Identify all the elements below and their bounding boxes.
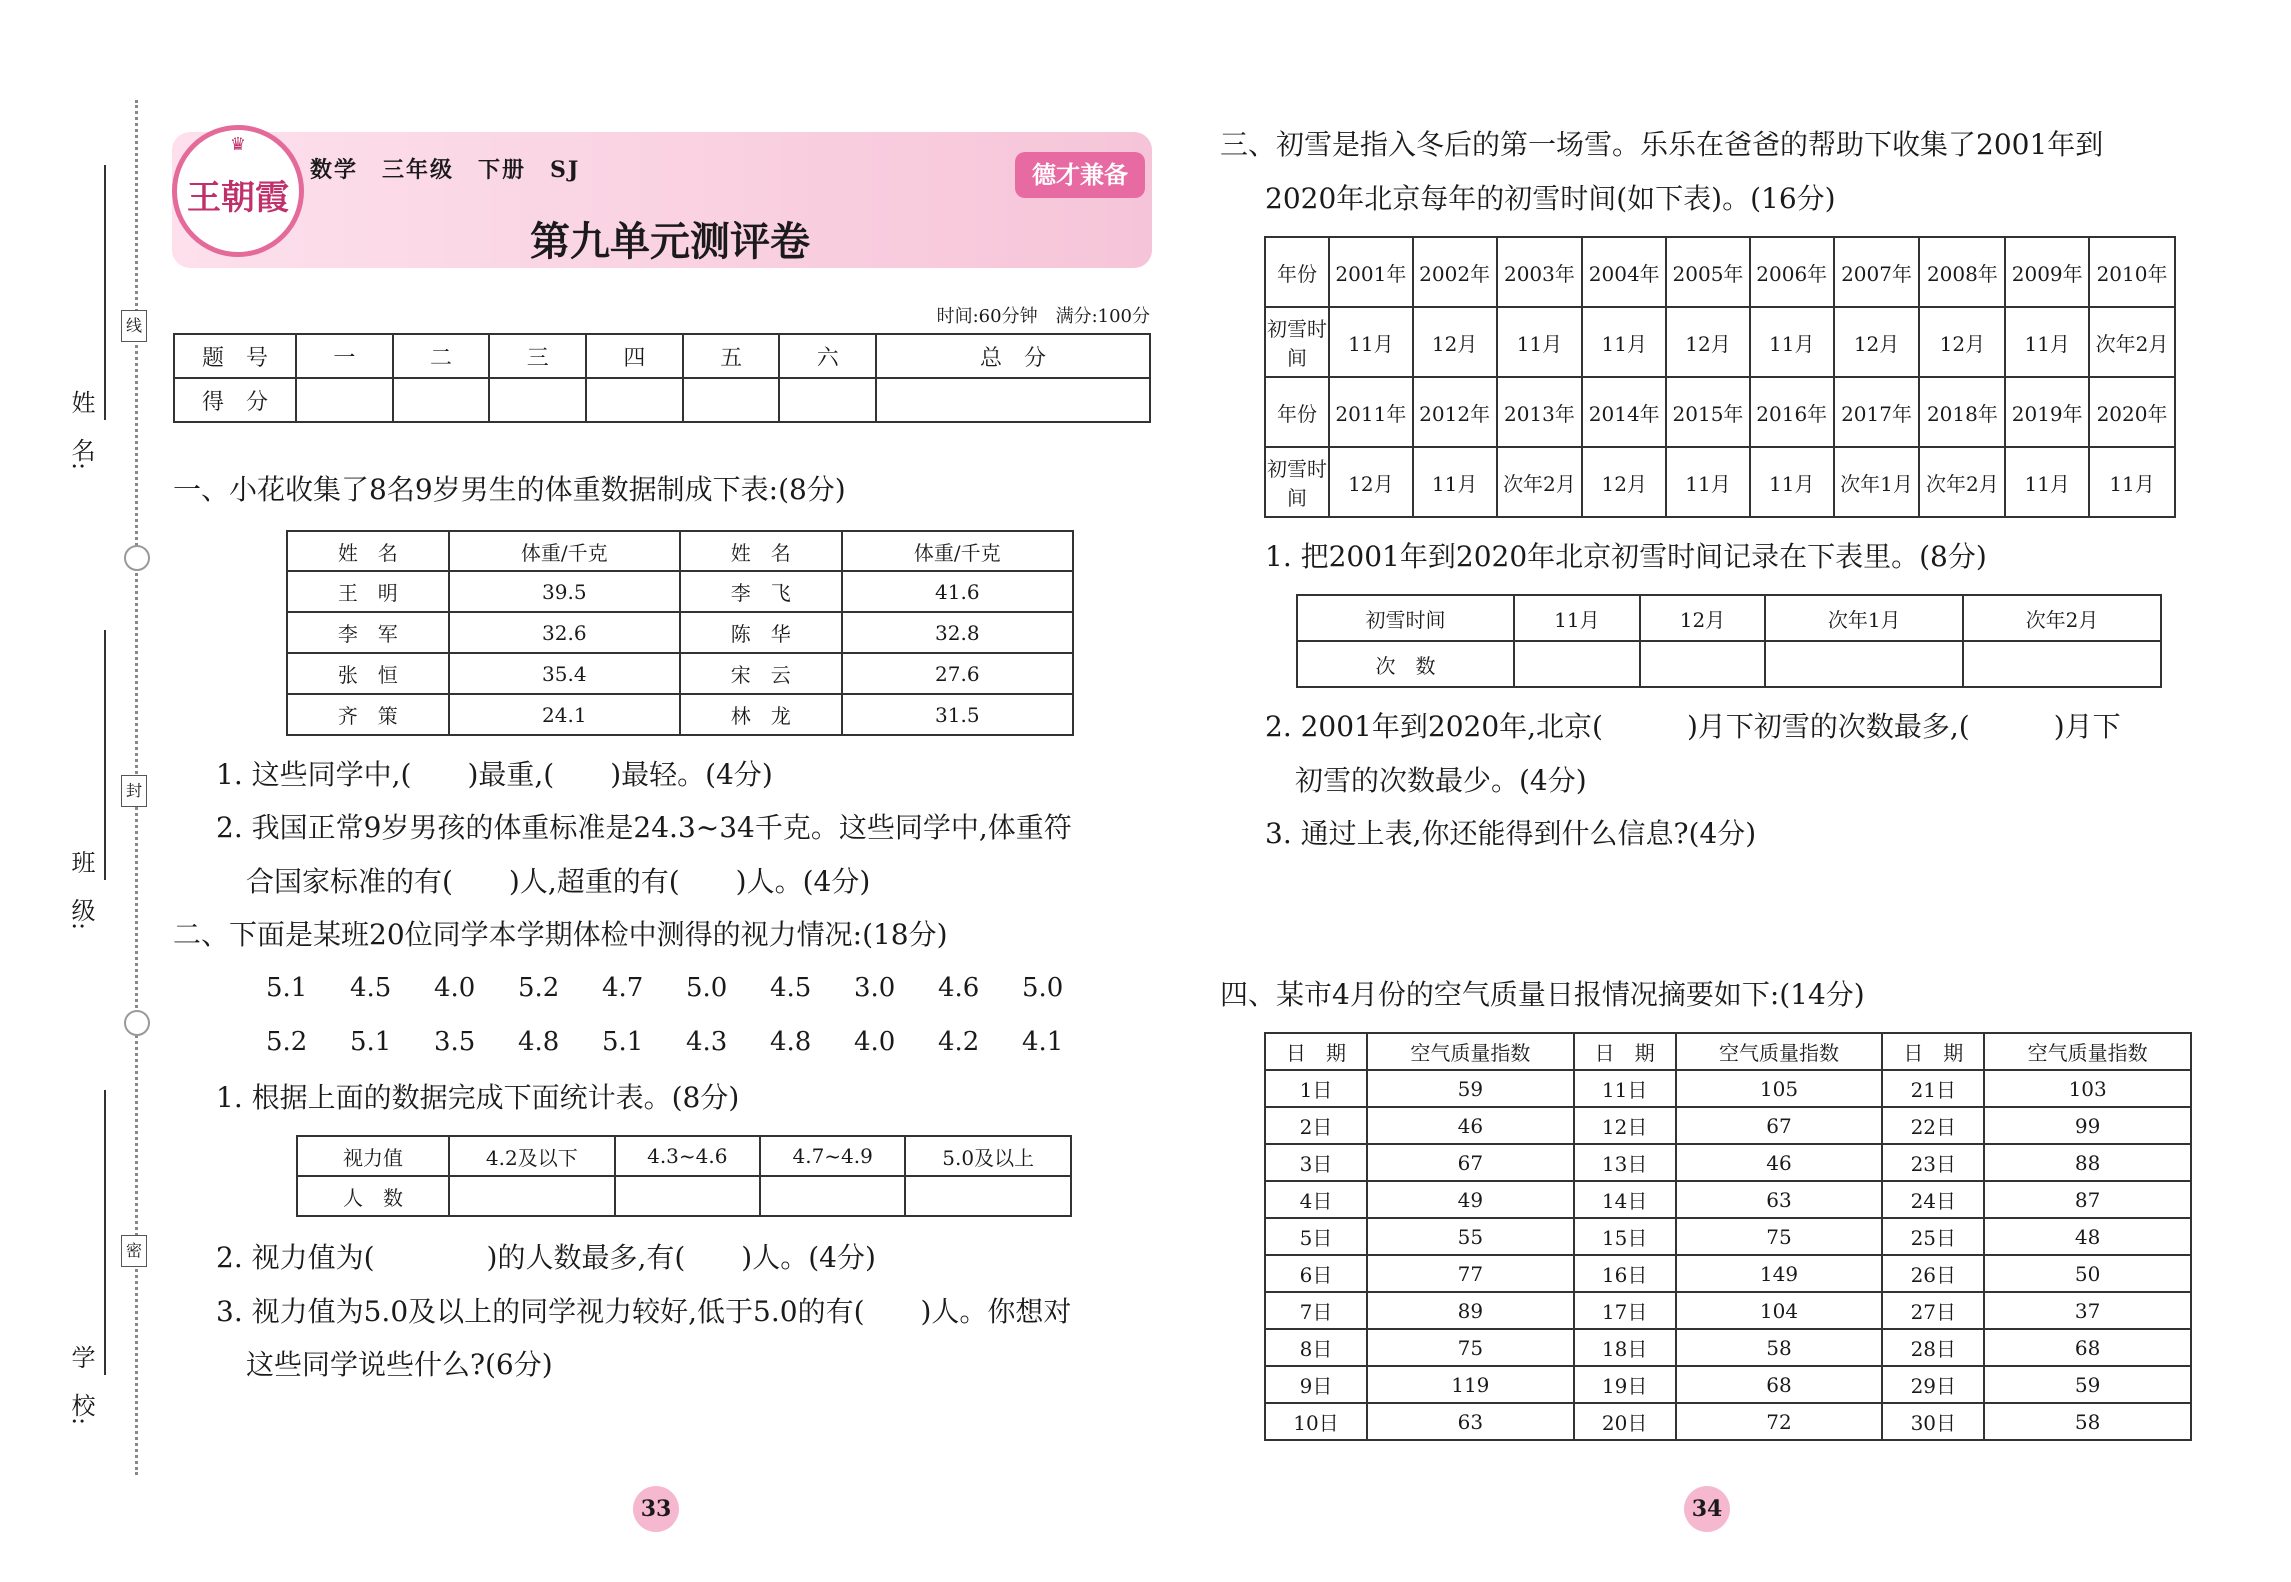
q3-time: 12月 — [1329, 447, 1413, 517]
q1-cell: 32.6 — [449, 612, 680, 653]
q3-answer-cell[interactable] — [1765, 641, 1963, 687]
q3-year: 2016年 — [1750, 377, 1834, 447]
school-underline — [104, 1090, 106, 1375]
q3-time: 12月 — [1413, 307, 1497, 377]
q4-cell: 67 — [1676, 1107, 1883, 1144]
q1-sub2-line2: 合国家标准的有( )人,超重的有( )人。(4分) — [246, 865, 871, 898]
q4-header: 日 期 — [1574, 1033, 1676, 1070]
school-label: 学 校: — [67, 1345, 95, 1426]
score-header-cell: 五 — [683, 334, 780, 378]
q2-header: 4.3~4.6 — [615, 1136, 760, 1176]
q4-cell: 16日 — [1574, 1255, 1676, 1292]
vision-value: 5.2 — [266, 1027, 308, 1057]
q2-header: 5.0及以上 — [905, 1136, 1071, 1176]
q3-year: 2014年 — [1582, 377, 1666, 447]
name-label: 姓 名: — [67, 390, 95, 471]
q3-time: 11月 — [1750, 447, 1834, 517]
q3-year: 2019年 — [2005, 377, 2089, 447]
q4-cell: 10日 — [1265, 1403, 1367, 1440]
q4-cell: 13日 — [1574, 1144, 1676, 1181]
q4-cell: 17日 — [1574, 1292, 1676, 1329]
q2-header: 4.7~4.9 — [760, 1136, 905, 1176]
q3-sub2-line2: 初雪的次数最少。(4分) — [1295, 764, 1587, 797]
score-cell[interactable] — [779, 378, 876, 422]
binding-hole-icon — [124, 1010, 150, 1036]
vision-value: 4.5 — [350, 973, 392, 1003]
q1-cell: 宋 云 — [680, 653, 842, 694]
q2-sub3-line2: 这些同学说些什么?(6分) — [246, 1348, 553, 1381]
q4-cell: 24日 — [1882, 1181, 1984, 1218]
q3-year: 2003年 — [1497, 237, 1583, 307]
vision-value: 4.8 — [518, 1027, 560, 1057]
q4-cell: 48 — [1984, 1218, 2191, 1255]
q1-cell: 31.5 — [842, 694, 1073, 735]
q3-time: 11月 — [1750, 307, 1834, 377]
q4-cell: 29日 — [1882, 1366, 1984, 1403]
q4-cell: 19日 — [1574, 1366, 1676, 1403]
time-score-info: 时间:60分钟 满分:100分 — [936, 306, 1150, 327]
q4-cell: 15日 — [1574, 1218, 1676, 1255]
q3-time: 11月 — [1582, 307, 1666, 377]
q3-tally-label: 次 数 — [1297, 641, 1514, 687]
q4-cell: 27日 — [1882, 1292, 1984, 1329]
q3-time: 次年2月 — [2089, 307, 2175, 377]
score-header-cell: 题 号 — [174, 334, 296, 378]
q3-sub3: 3. 通过上表,你还能得到什么信息?(4分) — [1265, 817, 1757, 850]
q4-cell: 58 — [1984, 1403, 2191, 1440]
q1-cell: 李 军 — [287, 612, 449, 653]
score-cell[interactable] — [393, 378, 490, 422]
vision-value: 4.6 — [938, 973, 980, 1003]
q1-cell: 李 飞 — [680, 571, 842, 612]
q1-header: 体重/千克 — [449, 531, 680, 571]
q4-cell: 22日 — [1882, 1107, 1984, 1144]
q3-time: 次年1月 — [1834, 447, 1920, 517]
name-underline — [104, 165, 106, 420]
score-label-cell: 得 分 — [174, 378, 296, 422]
q3-tally-header: 初雪时间 — [1297, 595, 1514, 641]
q4-cell: 46 — [1676, 1144, 1883, 1181]
score-cell[interactable] — [683, 378, 780, 422]
q3-year-label: 年份 — [1265, 377, 1329, 447]
q3-year: 2005年 — [1666, 237, 1750, 307]
q4-cell: 9日 — [1265, 1366, 1367, 1403]
q4-cell: 75 — [1676, 1218, 1883, 1255]
vision-value: 5.1 — [602, 1027, 644, 1057]
vision-value: 5.1 — [350, 1027, 392, 1057]
q4-cell: 68 — [1984, 1329, 2191, 1366]
class-label: 班 级: — [67, 850, 95, 931]
q1-cell: 林 龙 — [680, 694, 842, 735]
q3-title-line2: 2020年北京每年的初雪时间(如下表)。(16分) — [1265, 182, 1836, 215]
q3-year: 2011年 — [1329, 377, 1413, 447]
q2-sub1: 1. 根据上面的数据完成下面统计表。(8分) — [216, 1081, 740, 1114]
q2-answer-cell[interactable] — [615, 1176, 760, 1216]
q3-answer-cell[interactable] — [1640, 641, 1766, 687]
q4-cell: 63 — [1367, 1403, 1574, 1440]
score-table — [173, 333, 1151, 423]
q3-time: 12月 — [1582, 447, 1666, 517]
crown-icon: ♛ — [229, 134, 247, 155]
binding-hole-icon — [124, 545, 150, 571]
q4-cell: 149 — [1676, 1255, 1883, 1292]
vision-value: 5.1 — [266, 973, 308, 1003]
vision-value: 4.2 — [938, 1027, 980, 1057]
q3-year: 2006年 — [1750, 237, 1834, 307]
q3-tally-header: 11月 — [1514, 595, 1640, 641]
vision-value: 5.2 — [518, 973, 560, 1003]
q1-cell: 王 明 — [287, 571, 449, 612]
q1-cell: 24.1 — [449, 694, 680, 735]
q2-answer-cell[interactable] — [905, 1176, 1071, 1216]
q2-header: 视力值 — [297, 1136, 449, 1176]
q4-cell: 68 — [1676, 1366, 1883, 1403]
vision-value: 5.0 — [1022, 973, 1064, 1003]
score-header-cell: 四 — [586, 334, 683, 378]
score-cell[interactable] — [489, 378, 586, 422]
vision-value: 3.5 — [434, 1027, 476, 1057]
q2-label: 人 数 — [297, 1176, 449, 1216]
q3-year: 2020年 — [2089, 377, 2175, 447]
q2-answer-cell[interactable] — [760, 1176, 905, 1216]
q4-cell: 49 — [1367, 1181, 1574, 1218]
q3-year: 2012年 — [1413, 377, 1497, 447]
q3-time: 11月 — [2089, 447, 2175, 517]
page-number-right: 34 — [1684, 1486, 1730, 1532]
q3-title-line1: 三、初雪是指入冬后的第一场雪。乐乐在爸爸的帮助下收集了2001年到 — [1220, 128, 2104, 161]
q4-cell: 1日 — [1265, 1070, 1367, 1107]
binding-line-box: 线 — [121, 310, 147, 342]
q3-year: 2009年 — [2005, 237, 2089, 307]
score-header-cell: 一 — [296, 334, 393, 378]
q4-cell: 6日 — [1265, 1255, 1367, 1292]
q1-cell: 齐 策 — [287, 694, 449, 735]
vision-values-row1 — [266, 973, 1106, 1003]
q3-year: 2007年 — [1834, 237, 1920, 307]
q3-year: 2018年 — [1919, 377, 2005, 447]
q4-cell: 58 — [1676, 1329, 1883, 1366]
q4-header: 空气质量指数 — [1676, 1033, 1883, 1070]
q3-answer-cell[interactable] — [1514, 641, 1640, 687]
q4-cell: 12日 — [1574, 1107, 1676, 1144]
binding-density-box: 密 — [121, 1235, 147, 1267]
q3-year: 2010年 — [2089, 237, 2175, 307]
vision-value: 4.7 — [602, 973, 644, 1003]
brand-name: 王朝霞 — [187, 178, 289, 218]
q1-cell: 陈 华 — [680, 612, 842, 653]
q4-cell: 59 — [1367, 1070, 1574, 1107]
q4-cell: 20日 — [1574, 1403, 1676, 1440]
q4-cell: 75 — [1367, 1329, 1574, 1366]
q4-cell: 5日 — [1265, 1218, 1367, 1255]
q4-cell: 46 — [1367, 1107, 1574, 1144]
q4-cell: 28日 — [1882, 1329, 1984, 1366]
q3-year: 2008年 — [1919, 237, 2005, 307]
q3-time: 12月 — [1834, 307, 1920, 377]
q4-cell: 72 — [1676, 1403, 1883, 1440]
q3-year: 2002年 — [1413, 237, 1497, 307]
vision-value: 4.3 — [686, 1027, 728, 1057]
q4-cell: 77 — [1367, 1255, 1574, 1292]
subject-line: 数学 三年级 下册 SJ — [310, 157, 581, 183]
vision-value: 4.5 — [770, 973, 812, 1003]
q1-header: 姓 名 — [680, 531, 842, 571]
score-cell[interactable] — [296, 378, 393, 422]
q3-year: 2001年 — [1329, 237, 1413, 307]
vision-value: 4.0 — [434, 973, 476, 1003]
q4-cell: 3日 — [1265, 1144, 1367, 1181]
q4-cell: 119 — [1367, 1366, 1574, 1403]
q3-year: 2015年 — [1666, 377, 1750, 447]
q2-title: 二、下面是某班20位同学本学期体检中测得的视力情况:(18分) — [173, 918, 948, 951]
q4-cell: 7日 — [1265, 1292, 1367, 1329]
vision-value: 4.8 — [770, 1027, 812, 1057]
q3-year-label: 年份 — [1265, 237, 1329, 307]
q4-cell: 99 — [1984, 1107, 2191, 1144]
q4-cell: 2日 — [1265, 1107, 1367, 1144]
q3-tally-header: 次年1月 — [1765, 595, 1963, 641]
q4-cell: 8日 — [1265, 1329, 1367, 1366]
q2-sub3-line1: 3. 视力值为5.0及以上的同学视力较好,低于5.0的有( )人。你想对 — [216, 1295, 1072, 1328]
q4-header: 日 期 — [1265, 1033, 1367, 1070]
q3-year: 2013年 — [1497, 377, 1583, 447]
q4-cell: 63 — [1676, 1181, 1883, 1218]
score-cell[interactable] — [876, 378, 1150, 422]
q3-time: 11月 — [1413, 447, 1497, 517]
score-header-cell: 三 — [489, 334, 586, 378]
q4-cell: 105 — [1676, 1070, 1883, 1107]
q3-sub2-line1: 2. 2001年到2020年,北京( )月下初雪的次数最多,( )月下 — [1265, 710, 2121, 743]
class-underline — [104, 630, 106, 880]
q3-time: 12月 — [1666, 307, 1750, 377]
q4-cell: 55 — [1367, 1218, 1574, 1255]
q4-cell: 88 — [1984, 1144, 2191, 1181]
q4-cell: 30日 — [1882, 1403, 1984, 1440]
q4-title: 四、某市4月份的空气质量日报情况摘要如下:(14分) — [1220, 978, 1865, 1011]
page-title: 第九单元测评卷 — [530, 219, 810, 265]
q3-time: 11月 — [1666, 447, 1750, 517]
q1-cell: 39.5 — [449, 571, 680, 612]
q4-cell: 89 — [1367, 1292, 1574, 1329]
q1-header: 姓 名 — [287, 531, 449, 571]
q4-cell: 103 — [1984, 1070, 2191, 1107]
vision-value: 3.0 — [854, 973, 896, 1003]
q3-time: 11月 — [1497, 307, 1583, 377]
q3-time: 次年2月 — [1497, 447, 1583, 517]
q4-cell: 21日 — [1882, 1070, 1984, 1107]
q4-header: 空气质量指数 — [1984, 1033, 2191, 1070]
binding-seal-box: 封 — [121, 775, 147, 807]
q4-cell: 4日 — [1265, 1181, 1367, 1218]
vision-value: 5.0 — [686, 973, 728, 1003]
q4-cell: 23日 — [1882, 1144, 1984, 1181]
q1-cell: 41.6 — [842, 571, 1073, 612]
q1-header: 体重/千克 — [842, 531, 1073, 571]
q4-cell: 59 — [1984, 1366, 2191, 1403]
q1-weight-table — [286, 530, 1074, 736]
q3-answer-cell[interactable] — [1963, 641, 2161, 687]
q3-tally-header: 次年2月 — [1963, 595, 2161, 641]
q4-cell: 18日 — [1574, 1329, 1676, 1366]
vision-values-row2 — [266, 1027, 1106, 1057]
q2-sub2: 2. 视力值为( )的人数最多,有( )人。(4分) — [216, 1241, 876, 1274]
q1-sub1: 1. 这些同学中,( )最重,( )最轻。(4分) — [216, 758, 773, 791]
q1-cell: 35.4 — [449, 653, 680, 694]
q2-answer-cell[interactable] — [449, 1176, 615, 1216]
q4-header: 空气质量指数 — [1367, 1033, 1574, 1070]
q4-air-quality-table — [1264, 1032, 2192, 1441]
q3-year: 2004年 — [1582, 237, 1666, 307]
q3-time: 次年2月 — [1919, 447, 2005, 517]
q4-cell: 25日 — [1882, 1218, 1984, 1255]
score-header-cell: 二 — [393, 334, 490, 378]
q3-time-label: 初雪时间 — [1265, 307, 1329, 377]
q3-time: 11月 — [2005, 307, 2089, 377]
q4-cell: 104 — [1676, 1292, 1883, 1329]
brand-logo — [172, 125, 304, 257]
q4-cell: 37 — [1984, 1292, 2191, 1329]
q3-time: 11月 — [1329, 307, 1413, 377]
page-number-left: 33 — [633, 1486, 679, 1532]
q2-vision-table — [296, 1135, 1072, 1217]
q1-cell: 27.6 — [842, 653, 1073, 694]
q4-cell: 50 — [1984, 1255, 2191, 1292]
score-header-cell: 总 分 — [876, 334, 1150, 378]
q4-cell: 14日 — [1574, 1181, 1676, 1218]
q4-cell: 26日 — [1882, 1255, 1984, 1292]
q3-year: 2017年 — [1834, 377, 1920, 447]
q3-time: 12月 — [1919, 307, 2005, 377]
q3-sub1: 1. 把2001年到2020年北京初雪时间记录在下表里。(8分) — [1265, 540, 1987, 573]
q3-time-label: 初雪时间 — [1265, 447, 1329, 517]
q1-cell: 32.8 — [842, 612, 1073, 653]
q4-header: 日 期 — [1882, 1033, 1984, 1070]
score-cell[interactable] — [586, 378, 683, 422]
q2-header: 4.2及以下 — [449, 1136, 615, 1176]
motto-badge: 德才兼备 — [1015, 152, 1145, 198]
q4-cell: 87 — [1984, 1181, 2191, 1218]
q3-tally-table — [1296, 594, 2162, 688]
q1-sub2-line1: 2. 我国正常9岁男孩的体重标准是24.3~34千克。这些同学中,体重符 — [216, 811, 1072, 844]
q3-snow-table — [1264, 236, 2176, 518]
vision-value: 4.0 — [854, 1027, 896, 1057]
q1-title: 一、小花收集了8名9岁男生的体重数据制成下表:(8分) — [173, 473, 846, 506]
score-header-cell: 六 — [779, 334, 876, 378]
q4-cell: 11日 — [1574, 1070, 1676, 1107]
q1-cell: 张 恒 — [287, 653, 449, 694]
q4-cell: 67 — [1367, 1144, 1574, 1181]
q3-tally-header: 12月 — [1640, 595, 1766, 641]
q3-time: 11月 — [2005, 447, 2089, 517]
vision-value: 4.1 — [1022, 1027, 1064, 1057]
